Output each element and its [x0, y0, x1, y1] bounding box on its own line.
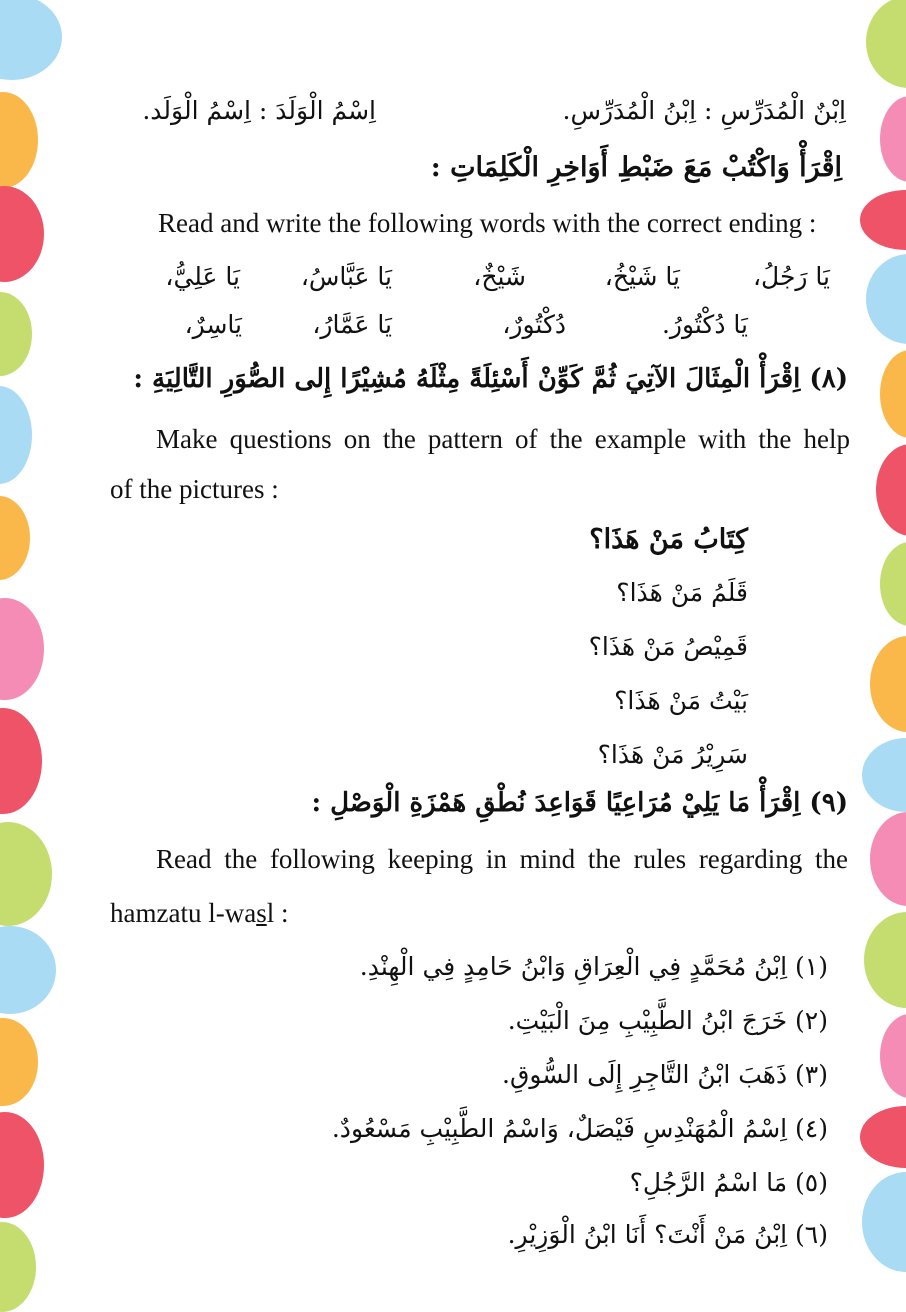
example-item: كِتَابُ مَنْ هَذَا؟ [589, 524, 748, 555]
decor-blob [860, 190, 906, 250]
word-item: يَا عَلِيُّ، [165, 262, 240, 291]
section9-instruction-line2 [110, 898, 288, 929]
sentence-item: (٢) خَرَجَ ابْنُ الطَّبِيْبِ مِنَ الْبَيْتِ. [507, 1006, 828, 1035]
decor-blob [0, 598, 44, 700]
decor-blob [0, 92, 38, 188]
decor-blob [0, 822, 52, 926]
decor-blob [0, 1018, 38, 1106]
example-item: قَلَمُ مَنْ هَذَا؟ [616, 578, 748, 607]
word-item: يَا رَجُلُ، [752, 262, 830, 291]
word-item: يَا عَبَّاسُ، [300, 262, 392, 291]
section8-instruction-line2: of the pictures : [110, 474, 279, 504]
word-item: شَيْخٌ، [473, 262, 526, 291]
section8-instruction-line1: Make questions on the pattern of the example with the help [156, 424, 850, 454]
decor-blob [866, 0, 906, 88]
instruction-part: hamzatu l-wa [110, 898, 257, 928]
sentence-item: (٦) اِبْنُ مَنْ أَنْتَ؟ أَنَا ابْنُ الْوَزِيْرِ. [507, 1220, 828, 1249]
decor-blob [880, 542, 906, 626]
sentence-item: (١) اِبْنُ مُحَمَّدٍ فِي الْعِرَاقِ وَابْنُ حَامِدٍ فِي الْهِنْدِ. [359, 952, 828, 981]
decor-blob [0, 186, 44, 282]
decor-blob [870, 812, 906, 906]
decor-blob [876, 444, 906, 536]
word-item: يَا شَيْخُ، [604, 262, 680, 291]
decor-blob [866, 254, 906, 344]
sentence-item: (٥) مَا اسْمُ الرَّجُلِ؟ [629, 1168, 828, 1197]
underlined-letter: s [256, 898, 267, 928]
section9-heading: (٩) اِقْرَأْ مَا يَلِيْ مُرَاعِيًا قَوَاعِدَ نُطْقِ هَمْزَةِ الْوَصْلِ : [311, 788, 848, 818]
decor-blob [860, 1106, 906, 1168]
word-item: دُكْتُورٌ، [502, 310, 566, 339]
decor-blob [862, 738, 906, 812]
section9-instruction-line1: Read the following keeping in mind the rules regarding the [156, 844, 848, 874]
section8-heading: (٨) اِقْرَأْ الْمِثَالَ الآتِيَ ثُمَّ كَوِّنْ أَسْئِلَةً مِثْلَهُ مُشِيْرًا إِلى الصُّوَرِ التَّالِيَةِ : [133, 364, 848, 394]
sentence-item: (٤) اِسْمُ الْمُهَنْدِسِ فَيْصَلٌ، وَاسْمُ الطَّبِيْبِ مَسْعُودٌ. [331, 1114, 828, 1143]
decor-blob [864, 912, 906, 1008]
word-item: يَاسِرٌ، [184, 310, 242, 339]
decor-blob [0, 1112, 44, 1218]
example-item: بَيْتُ مَنْ هَذَا؟ [614, 686, 748, 715]
decor-blob [880, 96, 906, 182]
decor-blob [0, 708, 42, 814]
section7-heading: اِقْرَأْ وَاكْتُبْ مَعَ ضَبْطِ أَوَاخِرِ الْكَلِمَاتِ : [430, 152, 842, 183]
example-item: سَرِيْرُ مَنْ هَذَا؟ [597, 740, 748, 769]
word-item: يَا عَمَّارُ، [312, 310, 392, 339]
decor-blob [862, 1172, 906, 1272]
decor-blob [0, 926, 56, 1014]
decor-blob [0, 292, 32, 376]
top-line-right: اِبْنٌ الْمُدَرِّسِ : اِبْنُ الْمُدَرِّسِ. [562, 96, 846, 125]
section7-instruction: Read and write the following words with the correct ending : [158, 208, 817, 238]
word-item: يَا دُكْتُورُ. [661, 310, 748, 339]
top-line-left: اِسْمُ الْوَلَدَ : اِسْمُ الْوَلَد. [142, 96, 376, 125]
example-item: قَمِيْصُ مَنْ هَذَا؟ [588, 632, 748, 661]
sentence-item: (٣) ذَهَبَ ابْنُ التَّاجِرِ إِلَى السُّوقِ. [502, 1060, 828, 1089]
decor-blob [870, 636, 906, 732]
decor-blob [0, 1222, 36, 1312]
decor-blob [880, 350, 906, 438]
decor-blob [0, 496, 30, 580]
instruction-part: l : [266, 898, 289, 928]
decor-blob [880, 1014, 906, 1098]
decor-blob [0, 0, 62, 80]
decor-blob [0, 386, 32, 484]
